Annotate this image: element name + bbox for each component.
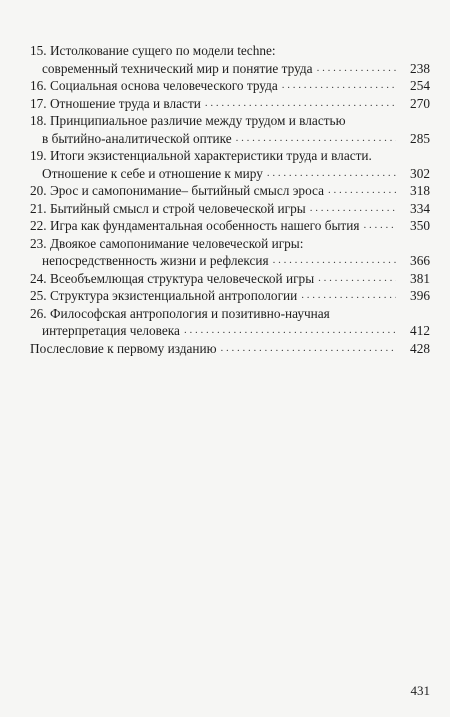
page-number: 431 xyxy=(410,682,430,698)
toc-entry-title: 23. Двоякое самопонимание человеческой игры: xyxy=(30,235,304,251)
toc-entry-title: 24. Всеобъемлющая структура человеческой игры xyxy=(30,270,315,286)
toc-entry-line xyxy=(30,182,430,200)
toc-entry-title: 22. Игра как фундаментальная особенность нашего бытия xyxy=(30,218,360,233)
toc-entry xyxy=(30,200,430,218)
toc-page-number: 334 xyxy=(410,200,430,216)
dot-leader xyxy=(314,270,396,288)
dot-leader xyxy=(306,200,396,218)
dot-leader xyxy=(313,60,396,78)
table-of-contents xyxy=(30,42,430,357)
toc-entry-title: 18. Принципиальное различие между трудом и властью xyxy=(30,113,346,128)
toc-entry xyxy=(30,270,430,288)
toc-entry-line xyxy=(30,270,430,288)
toc-entry-title: 15. Истолкование сущего по модели techne: xyxy=(30,43,276,58)
toc-entry-line xyxy=(30,147,430,165)
dot-leader xyxy=(232,130,396,148)
toc-entry-line xyxy=(30,252,430,270)
toc-entry-line xyxy=(30,235,430,253)
toc-entry-title: современный технический мир и понятие труда xyxy=(42,60,313,76)
dot-leader xyxy=(324,182,396,200)
toc-entry xyxy=(30,147,430,182)
toc-entry-line xyxy=(30,217,430,235)
toc-entry-title: непосредственность жизни и рефлексия xyxy=(42,253,269,268)
toc-entry-line xyxy=(30,95,430,113)
toc-page-number: 381 xyxy=(410,270,430,286)
toc-page-number: 254 xyxy=(410,78,430,93)
dot-leader xyxy=(263,165,396,183)
toc-entry xyxy=(30,42,430,77)
toc-entry xyxy=(30,305,430,340)
dot-leader xyxy=(297,287,396,305)
toc-entry-title: Отношение к себе и отношение к миру xyxy=(42,165,263,181)
toc-entry xyxy=(30,287,430,305)
toc-page-number: 350 xyxy=(410,218,430,233)
toc-entry-line xyxy=(30,340,430,358)
dot-leader xyxy=(359,217,396,235)
toc-entry xyxy=(30,77,430,95)
toc-entry xyxy=(30,235,430,270)
toc-entry-line xyxy=(30,165,430,183)
toc-entry-line xyxy=(30,77,430,95)
toc-page-number: 302 xyxy=(410,165,430,181)
toc-entry-title: 25. Структура экзистенциальной антропологии xyxy=(30,288,298,303)
toc-entry xyxy=(30,217,430,235)
toc-entry-title: в бытийно-аналитической оптике xyxy=(42,130,232,146)
toc-page-number: 412 xyxy=(410,323,430,338)
toc-page-number: 285 xyxy=(410,130,430,146)
toc-entry-line xyxy=(30,305,430,323)
dot-leader xyxy=(180,322,396,340)
toc-entry-line xyxy=(30,112,430,130)
toc-entry-title: 16. Социальная основа человеческого труда xyxy=(30,78,278,93)
dot-leader xyxy=(278,77,396,95)
toc-entry xyxy=(30,182,430,200)
dot-leader xyxy=(217,340,396,358)
toc-page-number: 366 xyxy=(410,253,430,268)
dot-leader xyxy=(201,95,396,113)
toc-page-number: 318 xyxy=(410,183,430,198)
toc-entry-title: интерпретация человека xyxy=(42,323,180,338)
toc-entry xyxy=(30,340,430,358)
toc-entry-title: 17. Отношение труда и власти xyxy=(30,95,201,111)
toc-entry-title: 20. Эрос и самопонимание– бытийный смысл эроса xyxy=(30,183,325,198)
toc-entry-line xyxy=(30,322,430,340)
toc-page-number: 270 xyxy=(410,95,430,111)
toc-entry-title: 26. Философская антропология и позитивно-научная xyxy=(30,305,330,321)
toc-entry-line xyxy=(30,287,430,305)
toc-entry-line xyxy=(30,130,430,148)
toc-page-number: 428 xyxy=(410,340,430,356)
toc-entry xyxy=(30,95,430,113)
dot-leader xyxy=(269,252,396,270)
toc-entry-title: 21. Бытийный смысл и строй человеческой игры xyxy=(30,200,306,216)
toc-entry-line xyxy=(30,200,430,218)
toc-entry xyxy=(30,112,430,147)
toc-page-number: 396 xyxy=(410,288,430,303)
toc-entry-line xyxy=(30,60,430,78)
toc-page-number: 238 xyxy=(410,60,430,76)
toc-entry-title: 19. Итоги экзистенциальной характеристики труда и власти. xyxy=(30,148,372,163)
toc-entry-title: Послесловие к первому изданию xyxy=(30,340,217,356)
toc-entry-line xyxy=(30,42,430,60)
